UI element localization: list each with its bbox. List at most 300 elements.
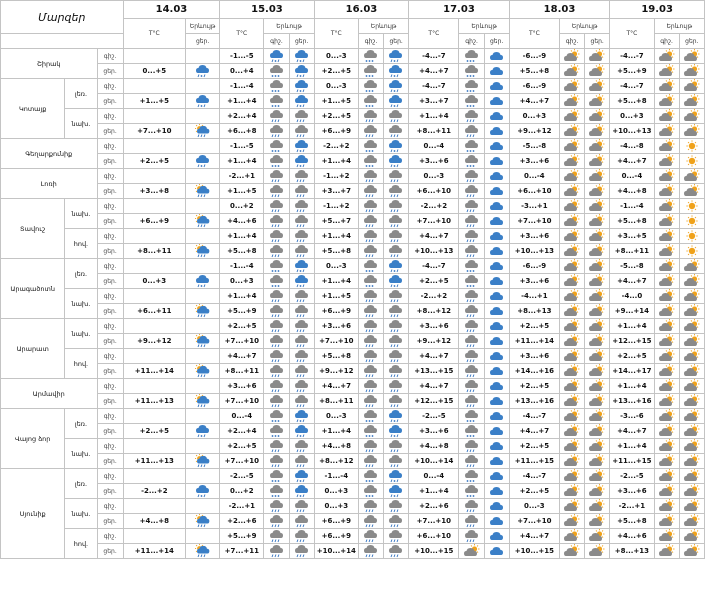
- sun-cloud-icon: [679, 454, 704, 469]
- temperature-cell: +14...+16: [509, 364, 559, 379]
- time-of-day: գիշ.: [97, 259, 123, 274]
- cloud-icon: [484, 409, 509, 424]
- sun-cloud-icon: [560, 514, 585, 529]
- time-of-day: գիշ.: [97, 199, 123, 214]
- temperature-cell: +3...+6: [610, 484, 654, 499]
- temperature-cell: -4...-7: [409, 79, 459, 94]
- cloud-rain-icon: [358, 214, 383, 229]
- temperature-cell: +4...+7: [314, 379, 358, 394]
- cloud-snow-icon: [459, 274, 484, 289]
- cloud-rain-icon: [358, 334, 383, 349]
- temperature-cell: +7...+11: [220, 544, 264, 559]
- cloud-rain-snow-icon: [289, 469, 314, 484]
- sun-cloud-icon: [585, 49, 610, 64]
- temperature-cell: 0...-3: [314, 409, 358, 424]
- cloud-rain-icon: [459, 199, 484, 214]
- sun-cloud-icon: [679, 259, 704, 274]
- sun-cloud-icon: [560, 199, 585, 214]
- sun-cloud-rain-icon: [186, 454, 220, 469]
- temperature-cell: +4...+7: [220, 349, 264, 364]
- cloud-snow-icon: [264, 409, 289, 424]
- region-name: Արմավիր: [1, 379, 98, 409]
- cloud-rain-icon: [384, 439, 409, 454]
- cloud-rain-snow-icon: [384, 469, 409, 484]
- time-of-day: ցեր.: [97, 364, 123, 379]
- temperature-cell: +10...+15: [509, 544, 559, 559]
- sun-cloud-icon: [679, 499, 704, 514]
- cloud-rain-icon: [264, 544, 289, 559]
- sun-cloud-icon: [654, 124, 679, 139]
- cloud-icon: [484, 394, 509, 409]
- cloud-rain-snow-icon: [186, 274, 220, 289]
- cloud-rain-snow-icon: [289, 259, 314, 274]
- sun-cloud-icon: [679, 469, 704, 484]
- temperature-cell: +8...+12: [409, 304, 459, 319]
- sun-cloud-icon: [585, 154, 610, 169]
- temperature-cell: -4...-7: [610, 79, 654, 94]
- cloud-snow-icon: [459, 139, 484, 154]
- cloud-icon: [484, 124, 509, 139]
- sun-cloud-icon: [679, 49, 704, 64]
- cloud-snow-icon: [459, 64, 484, 79]
- temperature-cell: +1...+5: [314, 94, 358, 109]
- temperature-cell: -1...+2: [314, 169, 358, 184]
- temperature-cell: +5...+8: [610, 94, 654, 109]
- sun-cloud-icon: [679, 184, 704, 199]
- empty-icon: [186, 499, 220, 514]
- cloud-snow-icon: [358, 49, 383, 64]
- cloud-snow-icon: [264, 64, 289, 79]
- empty-icon: [186, 409, 220, 424]
- sun-cloud-icon: [585, 544, 610, 559]
- cloud-rain-icon: [459, 364, 484, 379]
- temperature-cell: [123, 379, 185, 394]
- time-of-day: գիշ.: [97, 49, 123, 64]
- cloud-icon: [484, 109, 509, 124]
- cloud-rain-icon: [289, 544, 314, 559]
- cloud-rain-snow-icon: [384, 274, 409, 289]
- cloud-rain-icon: [264, 499, 289, 514]
- table-row: [1, 364, 705, 379]
- temperature-cell: [123, 79, 185, 94]
- cloud-rain-icon: [289, 439, 314, 454]
- cloud-rain-icon: [358, 184, 383, 199]
- sun-cloud-icon: [585, 139, 610, 154]
- temperature-cell: +7...+10: [509, 214, 559, 229]
- cloud-rain-icon: [459, 499, 484, 514]
- cloud-icon: [484, 439, 509, 454]
- time-of-day: ցեր.: [97, 64, 123, 79]
- sun-cloud-icon: [560, 154, 585, 169]
- temperature-cell: +4...+7: [509, 529, 559, 544]
- temperature-cell: +6...+9: [314, 529, 358, 544]
- cloud-rain-icon: [384, 244, 409, 259]
- cloud-rain-icon: [289, 289, 314, 304]
- sun-cloud-icon: [654, 484, 679, 499]
- temperature-cell: +2...+6: [220, 514, 264, 529]
- sun-cloud-icon: [679, 124, 704, 139]
- cloud-rain-icon: [264, 439, 289, 454]
- sun-cloud-icon: [585, 259, 610, 274]
- table-row: [1, 409, 705, 424]
- temperature-cell: +1...+4: [220, 289, 264, 304]
- temperature-cell: [123, 199, 185, 214]
- cloud-rain-icon: [384, 169, 409, 184]
- sun-cloud-icon: [560, 394, 585, 409]
- cloud-rain-icon: [289, 394, 314, 409]
- cloud-rain-icon: [384, 109, 409, 124]
- cloud-rain-snow-icon: [186, 424, 220, 439]
- cloud-rain-icon: [459, 184, 484, 199]
- table-row: [1, 259, 705, 274]
- sun-cloud-icon: [560, 454, 585, 469]
- temperature-cell: 0...-4: [610, 169, 654, 184]
- cloud-snow-icon: [358, 139, 383, 154]
- time-of-day: գիշ.: [97, 469, 123, 484]
- sun-cloud-icon: [679, 349, 704, 364]
- sun-icon: [679, 214, 704, 229]
- temperature-cell: 0...+2: [220, 484, 264, 499]
- temperature-cell: +1...+4: [314, 274, 358, 289]
- day-subheader: ցեր.: [384, 34, 409, 49]
- empty-icon: [186, 319, 220, 334]
- cloud-rain-icon: [264, 514, 289, 529]
- temperature-cell: +4...+8: [610, 184, 654, 199]
- zone-label: նախ.: [65, 109, 97, 139]
- temperature-cell: 0...-3: [314, 79, 358, 94]
- temperature-cell: 0...-3: [314, 49, 358, 64]
- cloud-rain-icon: [264, 184, 289, 199]
- temperature-cell: +6...+9: [314, 304, 358, 319]
- temperature-cell: 0...-3: [409, 169, 459, 184]
- sun-cloud-icon: [654, 64, 679, 79]
- sun-cloud-icon: [679, 484, 704, 499]
- temperature-cell: +2...+5: [123, 424, 185, 439]
- cloud-icon: [484, 79, 509, 94]
- cloud-rain-icon: [264, 229, 289, 244]
- empty-icon: [186, 229, 220, 244]
- sun-cloud-icon: [654, 169, 679, 184]
- sun-cloud-icon: [560, 469, 585, 484]
- day-subheader: ցեր.: [484, 34, 509, 49]
- cloud-rain-icon: [384, 124, 409, 139]
- day-subheader: ցեր.: [289, 34, 314, 49]
- sun-cloud-icon: [585, 304, 610, 319]
- temperature-cell: +4...+6: [220, 214, 264, 229]
- phen-header: Երևույթ: [186, 19, 220, 34]
- cloud-rain-icon: [264, 124, 289, 139]
- cloud-rain-snow-icon: [289, 274, 314, 289]
- cloud-icon: [484, 364, 509, 379]
- table-row: [1, 124, 705, 139]
- temperature-cell: -5...-8: [509, 139, 559, 154]
- cloud-rain-icon: [459, 394, 484, 409]
- cloud-snow-icon: [459, 409, 484, 424]
- cloud-rain-icon: [459, 109, 484, 124]
- cloud-snow-icon: [264, 259, 289, 274]
- cloud-rain-icon: [459, 454, 484, 469]
- temperature-cell: [123, 319, 185, 334]
- time-of-day: ցեր.: [97, 214, 123, 229]
- temp-header: T°C: [220, 19, 264, 49]
- temperature-cell: +11...+14: [123, 364, 185, 379]
- temperature-cell: 0...-4: [509, 169, 559, 184]
- temperature-cell: [123, 139, 185, 154]
- cloud-rain-snow-icon: [384, 424, 409, 439]
- cloud-icon: [484, 544, 509, 559]
- temperature-cell: -2...+2: [409, 289, 459, 304]
- empty-icon: [186, 259, 220, 274]
- cloud-snow-icon: [459, 94, 484, 109]
- temperature-cell: +11...+15: [610, 454, 654, 469]
- sun-cloud-icon: [654, 334, 679, 349]
- temperature-cell: [123, 409, 185, 424]
- temperature-cell: +5...+8: [610, 514, 654, 529]
- cloud-icon: [484, 349, 509, 364]
- temperature-cell: +2...+5: [220, 439, 264, 454]
- temperature-cell: +4...+8: [409, 439, 459, 454]
- temperature-cell: [123, 229, 185, 244]
- empty-icon: [186, 379, 220, 394]
- cloud-rain-icon: [384, 304, 409, 319]
- table-row: [1, 484, 705, 499]
- temperature-cell: [123, 439, 185, 454]
- cloud-rain-icon: [459, 244, 484, 259]
- sun-cloud-icon: [585, 199, 610, 214]
- cloud-rain-icon: [384, 454, 409, 469]
- table-row: [1, 109, 705, 124]
- cloud-rain-snow-icon: [384, 64, 409, 79]
- sun-cloud-icon: [679, 334, 704, 349]
- temperature-cell: +10...+13: [610, 124, 654, 139]
- cloud-rain-icon: [358, 439, 383, 454]
- sun-cloud-icon: [679, 109, 704, 124]
- table-row: [1, 154, 705, 169]
- table-row: [1, 439, 705, 454]
- sun-cloud-icon: [585, 409, 610, 424]
- date-header: 14.03: [123, 1, 220, 19]
- sun-cloud-icon: [654, 229, 679, 244]
- temperature-cell: +11...+15: [509, 454, 559, 469]
- night-subheader: գիշ.: [560, 34, 585, 49]
- sun-cloud-rain-icon: [186, 334, 220, 349]
- sun-cloud-icon: [560, 109, 585, 124]
- temperature-cell: +3...+6: [409, 424, 459, 439]
- cloud-icon: [484, 154, 509, 169]
- region-name: Լոռի: [1, 169, 98, 199]
- time-of-day: գիշ.: [97, 409, 123, 424]
- cloud-rain-icon: [358, 199, 383, 214]
- sun-cloud-icon: [585, 229, 610, 244]
- temperature-cell: +3...+6: [509, 154, 559, 169]
- sun-cloud-icon: [679, 544, 704, 559]
- sun-cloud-icon: [654, 424, 679, 439]
- date-header: 16.03: [314, 1, 409, 19]
- night-subheader: գիշ.: [358, 34, 383, 49]
- sun-cloud-icon: [560, 409, 585, 424]
- cloud-rain-icon: [289, 379, 314, 394]
- table-row: [1, 319, 705, 334]
- sun-cloud-icon: [585, 439, 610, 454]
- cloud-snow-icon: [459, 49, 484, 64]
- cloud-rain-icon: [289, 109, 314, 124]
- day-subheader: ցեր.: [679, 34, 704, 49]
- empty-icon: [186, 199, 220, 214]
- sun-cloud-icon: [679, 364, 704, 379]
- cloud-snow-icon: [358, 154, 383, 169]
- cloud-rain-icon: [459, 214, 484, 229]
- cloud-rain-icon: [289, 124, 314, 139]
- table-row: [1, 139, 705, 154]
- sun-cloud-icon: [679, 514, 704, 529]
- temperature-cell: +7...+10: [409, 214, 459, 229]
- phen-header: Երևույթ: [560, 19, 610, 34]
- temperature-cell: +5...+9: [220, 529, 264, 544]
- day-subheader: ցեր.: [186, 34, 220, 49]
- night-subheader: գիշ.: [264, 34, 289, 49]
- table-row: [1, 244, 705, 259]
- cloud-icon: [484, 184, 509, 199]
- region-name: Սյունիք: [1, 469, 65, 559]
- temperature-cell: +13...+15: [409, 364, 459, 379]
- zone-label: հով.: [65, 529, 97, 559]
- regions-header: Մարզեր: [1, 1, 124, 34]
- cloud-snow-icon: [264, 154, 289, 169]
- cloud-rain-icon: [384, 289, 409, 304]
- sun-cloud-icon: [654, 529, 679, 544]
- cloud-snow-icon: [264, 139, 289, 154]
- temperature-cell: -6...-9: [509, 259, 559, 274]
- cloud-rain-icon: [384, 214, 409, 229]
- temperature-cell: +1...+4: [220, 94, 264, 109]
- sun-cloud-icon: [654, 214, 679, 229]
- sun-icon: [679, 199, 704, 214]
- temperature-cell: [123, 49, 185, 64]
- temperature-cell: +2...+5: [314, 64, 358, 79]
- temperature-cell: -1...-4: [220, 79, 264, 94]
- temperature-cell: +3...+6: [409, 319, 459, 334]
- cloud-snow-icon: [358, 469, 383, 484]
- sun-cloud-icon: [560, 184, 585, 199]
- temperature-cell: 0...-4: [409, 139, 459, 154]
- cloud-rain-icon: [289, 214, 314, 229]
- empty-icon: [186, 349, 220, 364]
- temperature-cell: +9...+12: [314, 364, 358, 379]
- temperature-cell: +2...+5: [314, 109, 358, 124]
- temperature-cell: -4...-7: [409, 259, 459, 274]
- sun-cloud-icon: [585, 109, 610, 124]
- sun-cloud-rain-icon: [186, 304, 220, 319]
- cloud-rain-snow-icon: [289, 79, 314, 94]
- zone-label: լեռ.: [65, 259, 97, 289]
- time-of-day: գիշ.: [97, 349, 123, 364]
- cloud-snow-icon: [358, 64, 383, 79]
- sun-cloud-icon: [560, 64, 585, 79]
- cloud-snow-icon: [459, 154, 484, 169]
- cloud-icon: [484, 514, 509, 529]
- temp-header: T°C: [409, 19, 459, 49]
- sun-cloud-icon: [679, 274, 704, 289]
- sun-cloud-icon: [585, 244, 610, 259]
- temperature-cell: +1...+4: [314, 154, 358, 169]
- temperature-cell: +8...+11: [610, 244, 654, 259]
- temperature-cell: -4...-7: [509, 409, 559, 424]
- cloud-rain-icon: [384, 184, 409, 199]
- temperature-cell: +1...+4: [220, 154, 264, 169]
- cloud-rain-icon: [289, 364, 314, 379]
- cloud-rain-snow-icon: [384, 49, 409, 64]
- temperature-cell: [123, 169, 185, 184]
- sun-cloud-icon: [654, 274, 679, 289]
- table-row: [1, 214, 705, 229]
- sun-cloud-icon: [679, 379, 704, 394]
- temperature-cell: +5...+8: [509, 64, 559, 79]
- table-row: [1, 169, 705, 184]
- empty-icon: [186, 469, 220, 484]
- temperature-cell: +1...+4: [409, 484, 459, 499]
- sun-cloud-icon: [585, 334, 610, 349]
- temperature-cell: +3...+7: [409, 94, 459, 109]
- sun-cloud-icon: [654, 364, 679, 379]
- sun-cloud-icon: [560, 214, 585, 229]
- table-row: [1, 469, 705, 484]
- sun-cloud-icon: [560, 544, 585, 559]
- sun-cloud-icon: [679, 64, 704, 79]
- temperature-cell: +6...+8: [220, 124, 264, 139]
- cloud-rain-icon: [358, 514, 383, 529]
- cloud-rain-snow-icon: [384, 154, 409, 169]
- sun-cloud-icon: [679, 529, 704, 544]
- time-of-day: ցեր.: [97, 454, 123, 469]
- cloud-rain-icon: [358, 529, 383, 544]
- cloud-icon: [484, 139, 509, 154]
- time-of-day: ցեր.: [97, 124, 123, 139]
- region-name: Արագածոտն: [1, 259, 65, 319]
- cloud-rain-icon: [264, 319, 289, 334]
- cloud-rain-icon: [264, 169, 289, 184]
- table-row: [1, 64, 705, 79]
- cloud-rain-icon: [358, 544, 383, 559]
- temperature-cell: +4...+8: [123, 514, 185, 529]
- temperature-cell: -1...-4: [610, 199, 654, 214]
- cloud-rain-icon: [289, 529, 314, 544]
- temperature-cell: +4...+7: [409, 64, 459, 79]
- cloud-rain-snow-icon: [289, 139, 314, 154]
- cloud-rain-icon: [289, 229, 314, 244]
- cloud-rain-icon: [384, 334, 409, 349]
- temperature-cell: +10...+13: [409, 244, 459, 259]
- sun-cloud-icon: [585, 64, 610, 79]
- temperature-cell: +7...+10: [314, 334, 358, 349]
- cloud-rain-icon: [264, 364, 289, 379]
- sun-cloud-rain-icon: [186, 514, 220, 529]
- cloud-rain-icon: [384, 544, 409, 559]
- sun-cloud-icon: [654, 259, 679, 274]
- table-row: [1, 544, 705, 559]
- sun-cloud-icon: [654, 244, 679, 259]
- temperature-cell: +2...+5: [123, 154, 185, 169]
- temperature-cell: +5...+8: [220, 244, 264, 259]
- cloud-rain-icon: [384, 364, 409, 379]
- temperature-cell: +7...+10: [123, 124, 185, 139]
- temperature-cell: +8...+11: [220, 364, 264, 379]
- time-of-day: ցեր.: [97, 334, 123, 349]
- cloud-rain-icon: [264, 334, 289, 349]
- temperature-cell: +8...+12: [314, 454, 358, 469]
- time-of-day: ցեր.: [97, 424, 123, 439]
- empty-icon: [186, 139, 220, 154]
- temperature-cell: +7...+10: [220, 394, 264, 409]
